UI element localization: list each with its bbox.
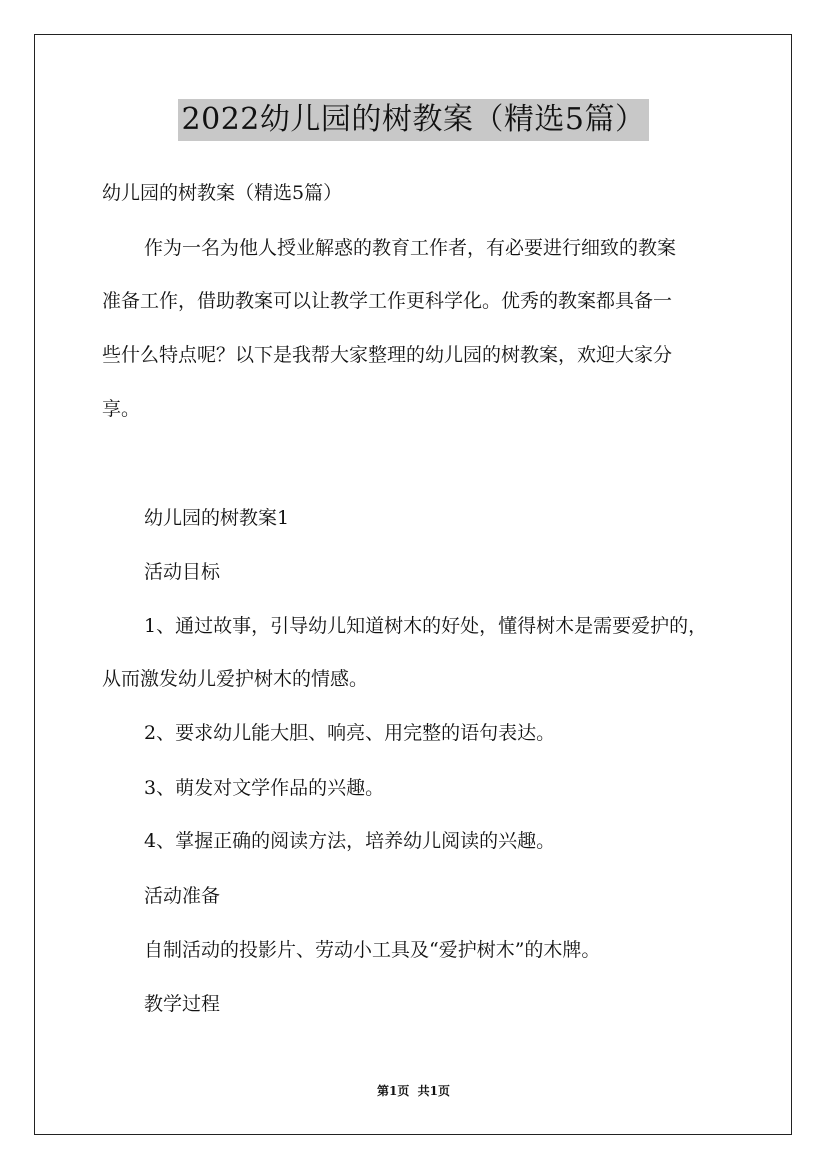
process-heading: 教学过程 — [144, 993, 221, 1015]
page-total: 共1页 — [417, 1084, 450, 1098]
goal-line-2: 从而激发幼儿爱护树木的情感。 — [102, 668, 369, 690]
intro-line-3: 些什么特点呢？以下是我帮大家整理的幼儿园的树教案，欢迎大家分 — [102, 344, 673, 366]
page-footer — [0, 1083, 827, 1099]
title-container — [0, 99, 827, 141]
prep-text: 自制活动的投影片、劳动小工具及“爱护树木”的木牌。 — [144, 939, 601, 961]
document-title: 2022幼儿园的树教案（精选5篇） — [178, 99, 650, 141]
goal-line-3: 2、要求幼儿能大胆、响亮、用完整的语句表达。 — [144, 722, 556, 744]
goal-line-5: 4、掌握正确的阅读方法，培养幼儿阅读的兴趣。 — [144, 830, 556, 852]
page-number: 第1页 — [377, 1084, 410, 1098]
goal-heading: 活动目标 — [144, 561, 221, 583]
intro-line-2: 准备工作，借助教案可以让教学工作更科学化。优秀的教案都具备一 — [102, 290, 673, 312]
intro-line-1: 作为一名为他人授业解惑的教育工作者，有必要进行细致的教案 — [144, 237, 677, 259]
intro-line-4: 享。 — [102, 398, 141, 420]
prep-heading: 活动准备 — [144, 885, 221, 907]
subtitle: 幼儿园的树教案（精选5篇） — [102, 182, 343, 204]
goal-line-4: 3、萌发对文学作品的兴趣。 — [144, 777, 385, 799]
goal-line-1: 1、通过故事，引导幼儿知道树木的好处，懂得树木是需要爱护的， — [144, 615, 708, 637]
section-title: 幼儿园的树教案1 — [144, 507, 290, 529]
